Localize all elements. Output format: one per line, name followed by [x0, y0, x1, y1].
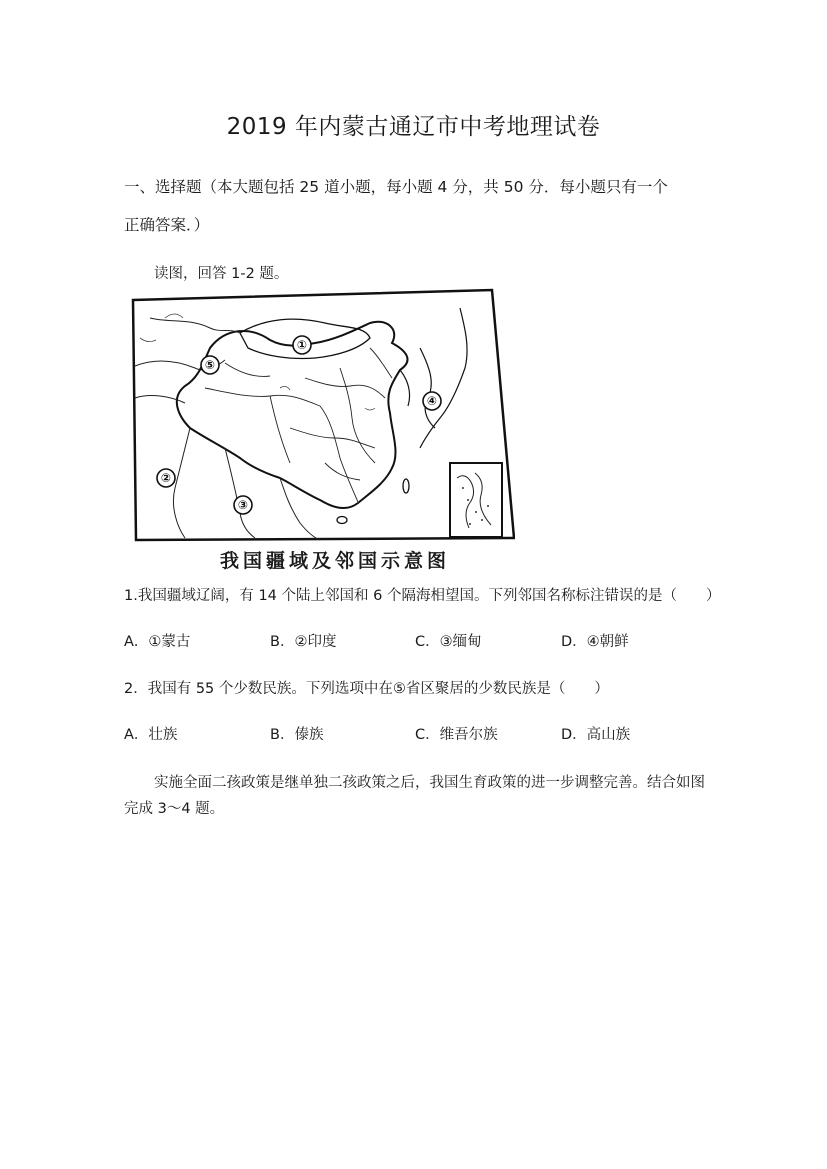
q1-option-c: C．③缅甸 [415, 634, 482, 650]
page-title: 2019 年内蒙古通辽市中考地理试卷 [226, 114, 601, 140]
section-heading-line-1: 一、选择题（本大题包括 25 道小题，每小题 4 分，共 50 分．每小题只有一个 [124, 178, 668, 196]
china-map-figure [130, 288, 515, 544]
q2-option-b: B．傣族 [270, 727, 324, 743]
map-caption: 我国疆域及邻国示意图 [220, 550, 451, 572]
marker-3-label: ③ [237, 498, 249, 512]
q2-option-d: D．高山族 [561, 727, 631, 743]
intro-2-line-1: 实施全面二孩政策是继单独二孩政策之后，我国生育政策的进一步调整完善。结合如图 [154, 775, 705, 791]
q1-option-a: A．①蒙古 [124, 634, 191, 650]
q1-option-b: B．②印度 [270, 634, 337, 650]
section-heading-line-2: 正确答案．） [124, 216, 210, 234]
question-2-stem: 2．我国有 55 个少数民族。下列选项中在⑤省区聚居的少数民族是（ ） [124, 681, 609, 697]
marker-2-label: ② [160, 471, 172, 485]
marker-1-label: ① [296, 338, 308, 352]
intro-text: 读图，回答 1-2 题。 [154, 266, 289, 282]
q2-option-a: A．壮族 [124, 727, 178, 743]
q2-option-c: C．维吾尔族 [415, 727, 498, 743]
q1-option-d: D．④朝鲜 [561, 634, 629, 650]
intro-2-line-2: 完成 3～4 题。 [124, 801, 225, 817]
question-1-stem: 1.我国疆域辽阔，有 14 个陆上邻国和 6 个隔海相望国。下列邻国名称标注错误的是（ ） [124, 588, 721, 604]
marker-4-label: ④ [426, 394, 438, 408]
marker-5-label: ⑤ [204, 358, 216, 372]
